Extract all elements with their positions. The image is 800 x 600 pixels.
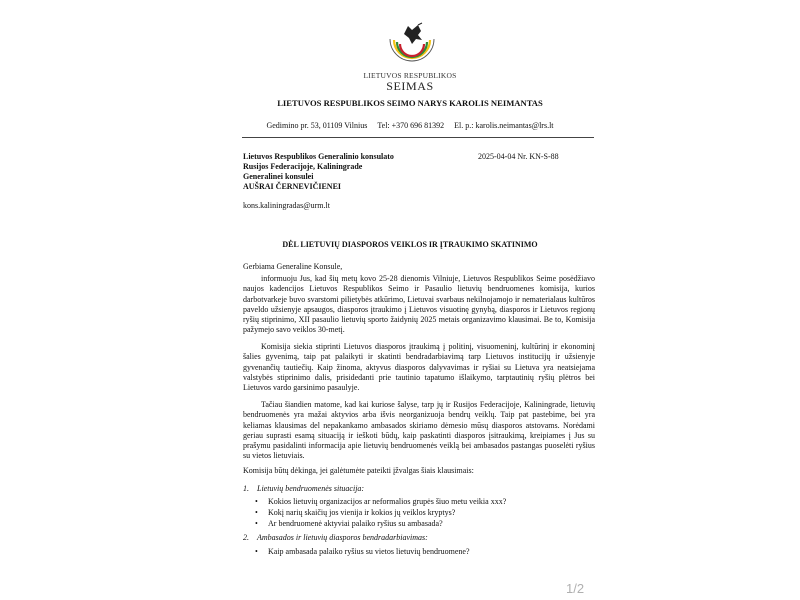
section-title: Ambasados ir lietuvių diasporos bendradarbiavimas: (257, 533, 428, 542)
list-item-text: Kokį narių skaičių jos vienija ir kokios jų veiklos kryptys? (268, 508, 456, 517)
list-item-text: Ar bendruomenė aktyviai palaiko ryšius su ambasada? (268, 519, 443, 528)
section-title: Lietuvių bendruomenės situacija: (257, 484, 365, 493)
list-item-text: Kokios lietuvių organizacijos ar neformalios grupės šiuo metu veikia xxx? (268, 497, 507, 506)
recipient-line: Generalinei konsulei (243, 172, 314, 181)
recipient-line: AUŠRAI ČERNEVIČIENEI (243, 182, 342, 191)
section-heading (243, 533, 428, 542)
recipient-line: Rusijos Federacijoje, Kaliningrade (243, 162, 363, 171)
list-item (255, 508, 455, 517)
contact-line (200, 121, 620, 130)
page-indicator: 1/2 (566, 581, 585, 596)
bullet-icon: • (255, 497, 258, 506)
body-paragraph: Komisija siekia stiprinti Lietuvos diasporos įtraukimą į politinį, visuomeninį, kultūrinį ir ekonominį šalies gyvenimą, taip pat palaikyti ir skatinti bendradarbiavimą tarp Lietuvos institucijų ir užsienyje gyvenančių tautiečių. Kaip žinoma, aktyvus diasporos dalyvavimas ir ryšiai su Lietuva yra neatsiejama valstybės stiprinimo dalis, prisidedanti prie tautinio tapatumo išlaikymo, tarptautinių ryšių plėtros bei Lietuvos vardo garsinimo pasaulyje. (243, 342, 595, 393)
letter-subject: DĖL LIETUVIŲ DIASPOROS VEIKLOS IR ĮTRAUKIMO SKATINIMO (282, 240, 538, 249)
list-item-text: Kaip ambasada palaiko ryšius su vietos lietuvių bendruomene? (268, 547, 470, 556)
section-heading (243, 484, 364, 493)
body-paragraph: informuoju Jus, kad šių metų kovo 25-28 dienomis Vilniuje, Lietuvos Respublikos Seime posėdžiavo naujos kadencijos Lietuvos Respublikos Seimo ir Pasaulio lietuvių bendruomenes komisija, kurios darbotvarkeje buvo svarstomi pilietybės atkūrimo, Lietuvai svarbaus nekilnojamojo ir nematerialaus kultūros paveldo užsienyje apsaugos, diasporos įtraukimo į Lietuvos visuotinę gynybą, diasporos ir Lietuvos regionų ryšių stiprinimo, XII pasaulio lietuvių sporto žaidynių 2025 metais organizavimo klausimai. Be to, Komisija pažymejo savo veiklos 30-metį. (243, 274, 595, 335)
bullet-icon: • (255, 508, 258, 517)
section-number: 1. (243, 484, 249, 493)
contact-email[interactable]: El. p.: karolis.neimantas@lrs.lt (454, 121, 554, 130)
seimas-emblem-icon (388, 22, 436, 62)
list-item (255, 519, 443, 528)
greeting: Gerbiama Generaline Konsule, (243, 262, 343, 271)
body-paragraph: Komisija būtų dėkinga, jei galėtumėte pateikti įžvalgas šiais klausimais: (243, 466, 474, 475)
section-number: 2. (243, 533, 249, 542)
bullet-icon: • (255, 519, 258, 528)
member-line: LIETUVOS RESPUBLIKOS SEIMO NARYS KAROLIS NEIMANTAS (277, 98, 543, 108)
recipient-block (243, 152, 483, 192)
document-reference: 2025-04-04 Nr. KN-S-88 (478, 152, 559, 161)
org-name: SEIMAS (386, 79, 434, 93)
header-divider (242, 137, 594, 138)
recipient-line: Lietuvos Respublikos Generalinio konsulato (243, 152, 394, 161)
list-item (255, 547, 470, 556)
contact-phone: Tel: +370 696 81392 (377, 121, 445, 130)
contact-address: Gedimino pr. 53, 01109 Vilnius (266, 121, 368, 130)
list-item (255, 497, 506, 506)
bullet-icon: • (255, 547, 258, 556)
org-label: LIETUVOS RESPUBLIKOS (363, 71, 457, 80)
body-paragraph: Tačiau šiandien matome, kad kai kuriose šalyse, tarp jų ir Rusijos Federacijoje, Kaliningrade, lietuvių bendruomenės yra mažai aktyvios arba išvis neorganizuoja bendrų veiklų. Taip pat pastebime, bei yra keliamas klausimas del nepakankamo ambasados skiriamo dėmesio mūsų diasporos atstovams. Norėdami geriau suprasti esamą situaciją ir ieškoti būdų, kaip paskatinti diasporos įsitraukimą, kreipiames į Jus su prašymu pasidalinti informacija apie lietuvių bendruomenės veiklą bei ambasados pastangas puoselėti ryšius su vietos lietuviais. (243, 400, 595, 461)
recipient-email[interactable]: kons.kaliningradas@urm.lt (243, 201, 330, 210)
